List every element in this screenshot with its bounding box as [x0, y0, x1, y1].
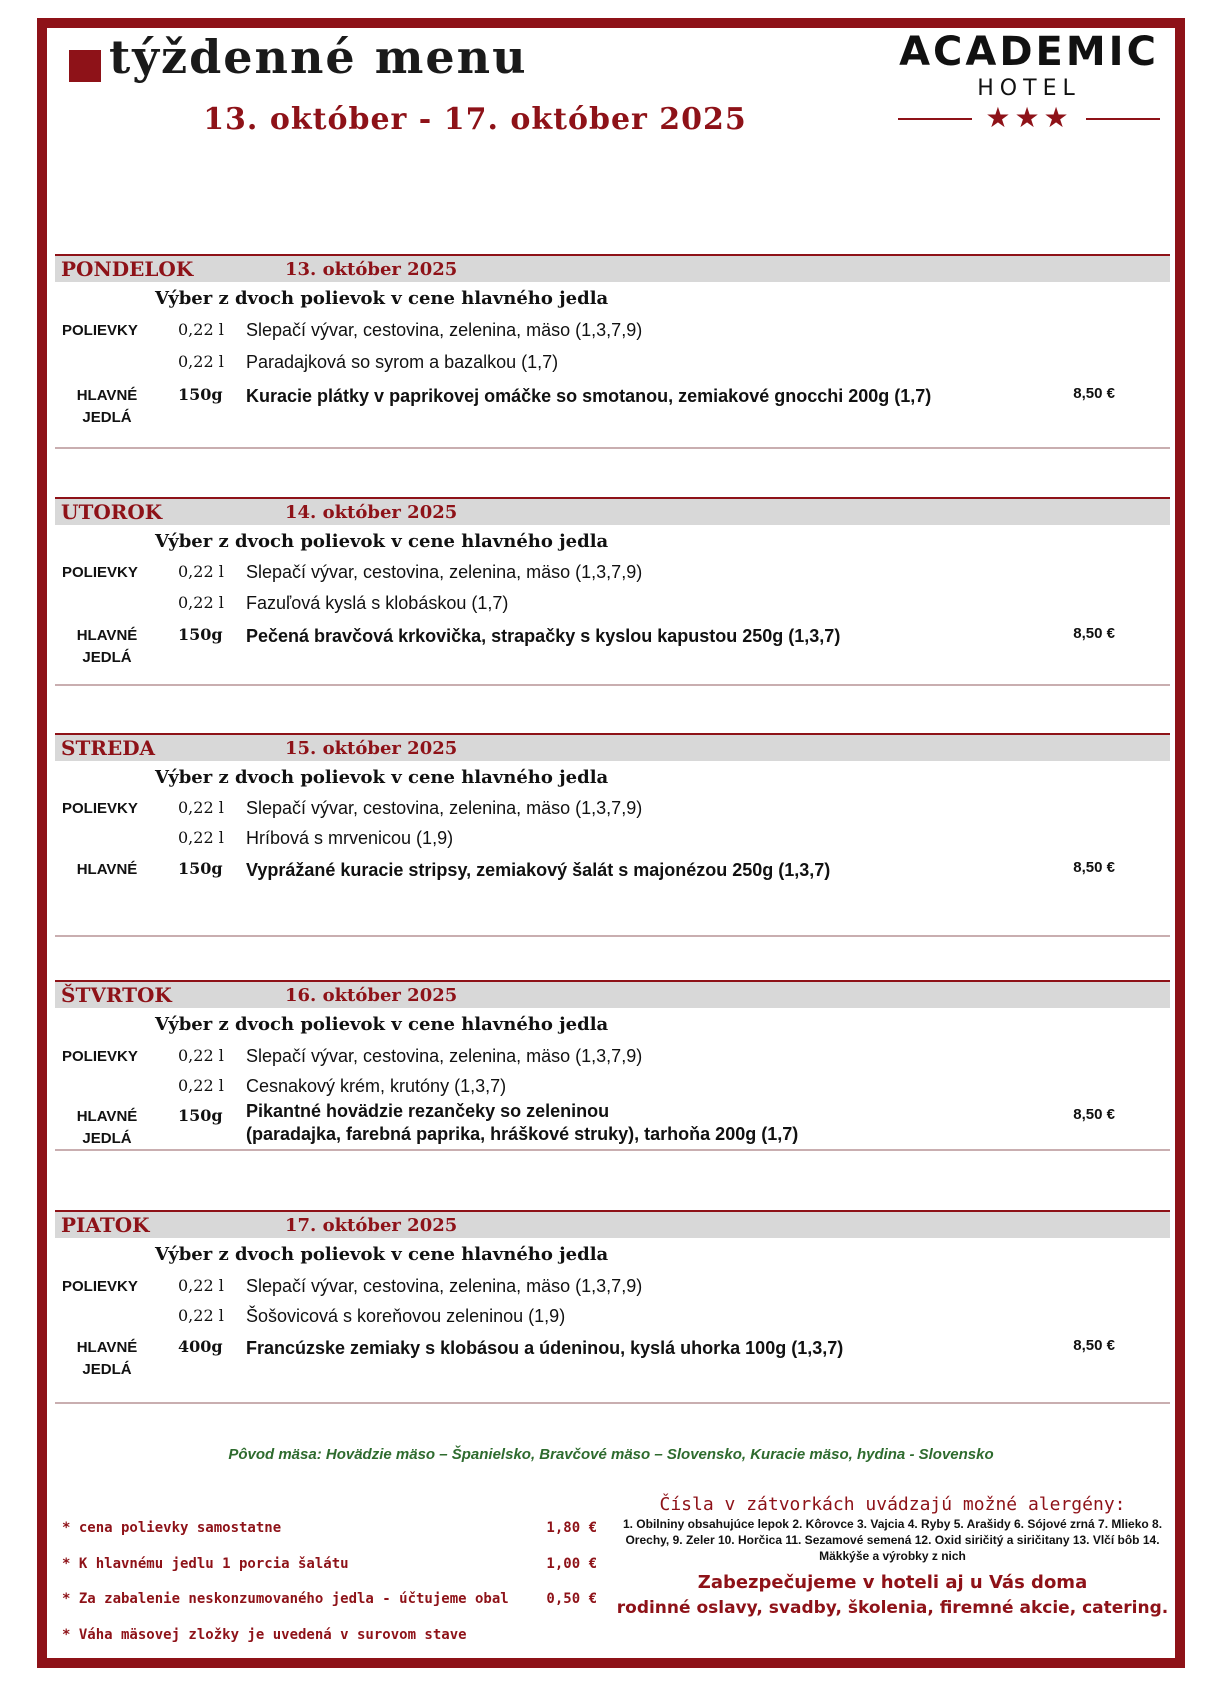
day-header-bar	[55, 980, 1170, 1008]
logo-hotel-text: HOTEL	[977, 76, 1081, 101]
main-dish: Kuracie plátky v paprikovej omáčke so smotanou, zemiakové gnocchi 200g (1,7)	[246, 386, 932, 406]
main-label: HLAVNÉ JEDLÁ	[76, 387, 138, 426]
soup-name: Slepačí vývar, cestovina, zelenina, mäso (1,3,7,9)	[246, 562, 643, 582]
soup-qty: 0,22 l	[178, 562, 224, 581]
day-date: 16. október 2025	[285, 985, 458, 1006]
soup-label: POLIEVKY	[62, 1278, 138, 1295]
day-date: 13. október 2025	[285, 259, 458, 280]
allergens-list: 1. Obilniny obsahujúce lepok 2. Kôrovce 3. Vajcia 4. Ryby 5. Arašidy 6. Sójové zrná 7. Mlieko 8. Orechy, 9. Zeler 10. Horčica 11. Sezamové semená 12. Oxid siričitý a siričitany 13. Vlčí bôb 14. Mäkkýše a výrobky z nich	[622, 1517, 1163, 1563]
soup-qty: 0,22 l	[178, 828, 224, 847]
day-divider	[55, 447, 1170, 449]
day-name: PONDELOK	[61, 257, 194, 281]
hotel-logo	[898, 30, 1160, 140]
day-date: 17. október 2025	[285, 1215, 458, 1236]
soup-name: Slepačí vývar, cestovina, zelenina, mäso (1,3,7,9)	[246, 320, 643, 340]
week-dates: 13. október - 17. október 2025	[203, 102, 747, 137]
day-name: ŠTVRTOK	[61, 983, 172, 1007]
soup-qty: 0,22 l	[178, 1276, 224, 1295]
main-dish: Pečená bravčová krkovička, strapačky s kyslou kapustou 250g (1,3,7)	[246, 626, 841, 646]
main-label: HLAVNÉ JEDLÁ	[76, 627, 138, 666]
day-divider	[55, 1402, 1170, 1404]
soup-qty: 0,22 l	[178, 593, 224, 612]
day-name: UTOROK	[61, 500, 163, 524]
main-label: HLAVNÉ JEDLÁ	[76, 1108, 138, 1147]
main-qty: 150g	[178, 385, 223, 404]
main-dish: Pikantné hovädzie rezančeky so zeleninou (paradajka, farebná paprika, hráškové struky), tarhoňa 200g (1,7)	[246, 1101, 799, 1144]
day-subtitle: Výber z dvoch polievok v cene hlavného jedla	[155, 288, 609, 309]
day-header-bar	[55, 254, 1170, 282]
soup-name: Slepačí vývar, cestovina, zelenina, mäso (1,3,7,9)	[246, 1276, 643, 1296]
soup-qty: 0,22 l	[178, 1076, 224, 1095]
soup-name: Šošovicová s koreňovou zeleninou (1,9)	[246, 1306, 566, 1326]
main-dish: Vyprážané kuracie stripsy, zemiakový šalát s majonézou 250g (1,3,7)	[246, 860, 831, 880]
promo-line-1: Zabezpečujeme v hoteli aj u Vás doma	[697, 1572, 1088, 1593]
soup-label: POLIEVKY	[62, 322, 138, 339]
main-price: 8,50 €	[1073, 1106, 1115, 1123]
day-date: 15. október 2025	[285, 738, 458, 759]
day-subtitle: Výber z dvoch polievok v cene hlavného jedla	[155, 767, 609, 788]
note-packaging: * Za zabalenie neskonzumovaného jedla - účtujeme obal	[62, 1591, 509, 1607]
soup-qty: 0,22 l	[178, 1046, 224, 1065]
soup-qty: 0,22 l	[178, 1306, 224, 1325]
soup-name: Fazuľová kyslá s klobáskou (1,7)	[246, 593, 509, 613]
main-qty: 400g	[178, 1337, 223, 1356]
day-header-bar	[55, 1210, 1170, 1238]
promo-line-2: rodinné oslavy, svadby, školenia, firemné akcie, catering.	[616, 1598, 1169, 1618]
day-name: STREDA	[61, 736, 156, 760]
note-salad-price: 1,00 €	[546, 1556, 597, 1572]
main-price: 8,50 €	[1073, 385, 1115, 402]
main-price: 8,50 €	[1073, 625, 1115, 642]
meat-origin-note: Pôvod mäsa: Hovädzie mäso – Španielsko, Bravčové mäso – Slovensko, Kuracie mäso, hydina - Slovensko	[228, 1446, 994, 1463]
soup-name: Paradajková so syrom a bazalkou (1,7)	[246, 352, 559, 372]
soup-qty: 0,22 l	[178, 352, 224, 371]
day-divider	[55, 684, 1170, 686]
main-qty: 150g	[178, 859, 223, 878]
day-subtitle: Výber z dvoch polievok v cene hlavného jedla	[155, 1244, 609, 1265]
main-qty: 150g	[178, 625, 223, 644]
main-price: 8,50 €	[1073, 859, 1115, 876]
soup-name: Slepačí vývar, cestovina, zelenina, mäso (1,3,7,9)	[246, 1046, 643, 1066]
soup-label: POLIEVKY	[62, 564, 138, 581]
main-dish: Francúzske zemiaky s klobásou a údeninou, kyslá uhorka 100g (1,3,7)	[246, 1338, 844, 1358]
note-weight: * Váha mäsovej zložky je uvedená v surovom stave	[62, 1627, 467, 1643]
soup-qty: 0,22 l	[178, 320, 224, 339]
note-soup-price: * cena polievky samostatne	[62, 1520, 282, 1536]
soup-name: Slepačí vývar, cestovina, zelenina, mäso (1,3,7,9)	[246, 798, 643, 818]
main-label: HLAVNÉ	[76, 861, 138, 878]
day-date: 14. október 2025	[285, 502, 458, 523]
main-qty: 150g	[178, 1106, 223, 1125]
day-name: PIATOK	[61, 1213, 150, 1237]
soup-name: Hríbová s mrvenicou (1,9)	[246, 828, 454, 848]
day-subtitle: Výber z dvoch polievok v cene hlavného jedla	[155, 1014, 609, 1035]
note-soup-price-value: 1,80 €	[546, 1520, 597, 1536]
soup-qty: 0,22 l	[178, 798, 224, 817]
day-subtitle: Výber z dvoch polievok v cene hlavného jedla	[155, 531, 609, 552]
allergens-title: Čísla v zátvorkách uvádzajú možné alergény:	[659, 1494, 1126, 1515]
main-price: 8,50 €	[1073, 1337, 1115, 1354]
logo-wordmark: ACADEMIC	[899, 29, 1159, 75]
note-packaging-price: 0,50 €	[546, 1591, 597, 1607]
title-square-icon	[69, 50, 101, 82]
soup-name: Cesnakový krém, krutóny (1,3,7)	[246, 1076, 507, 1096]
page-title: týždenné menu	[109, 30, 528, 84]
day-divider	[55, 1149, 1170, 1151]
day-header-bar	[55, 497, 1170, 525]
main-label: HLAVNÉ JEDLÁ	[76, 1339, 138, 1378]
day-header-bar	[55, 733, 1170, 761]
note-salad: * K hlavnému jedlu 1 porcia šalátu	[62, 1556, 349, 1572]
day-divider	[55, 935, 1170, 937]
soup-label: POLIEVKY	[62, 1048, 138, 1065]
soup-label: POLIEVKY	[62, 800, 138, 817]
logo-stars-icon: ★★★	[985, 101, 1073, 134]
